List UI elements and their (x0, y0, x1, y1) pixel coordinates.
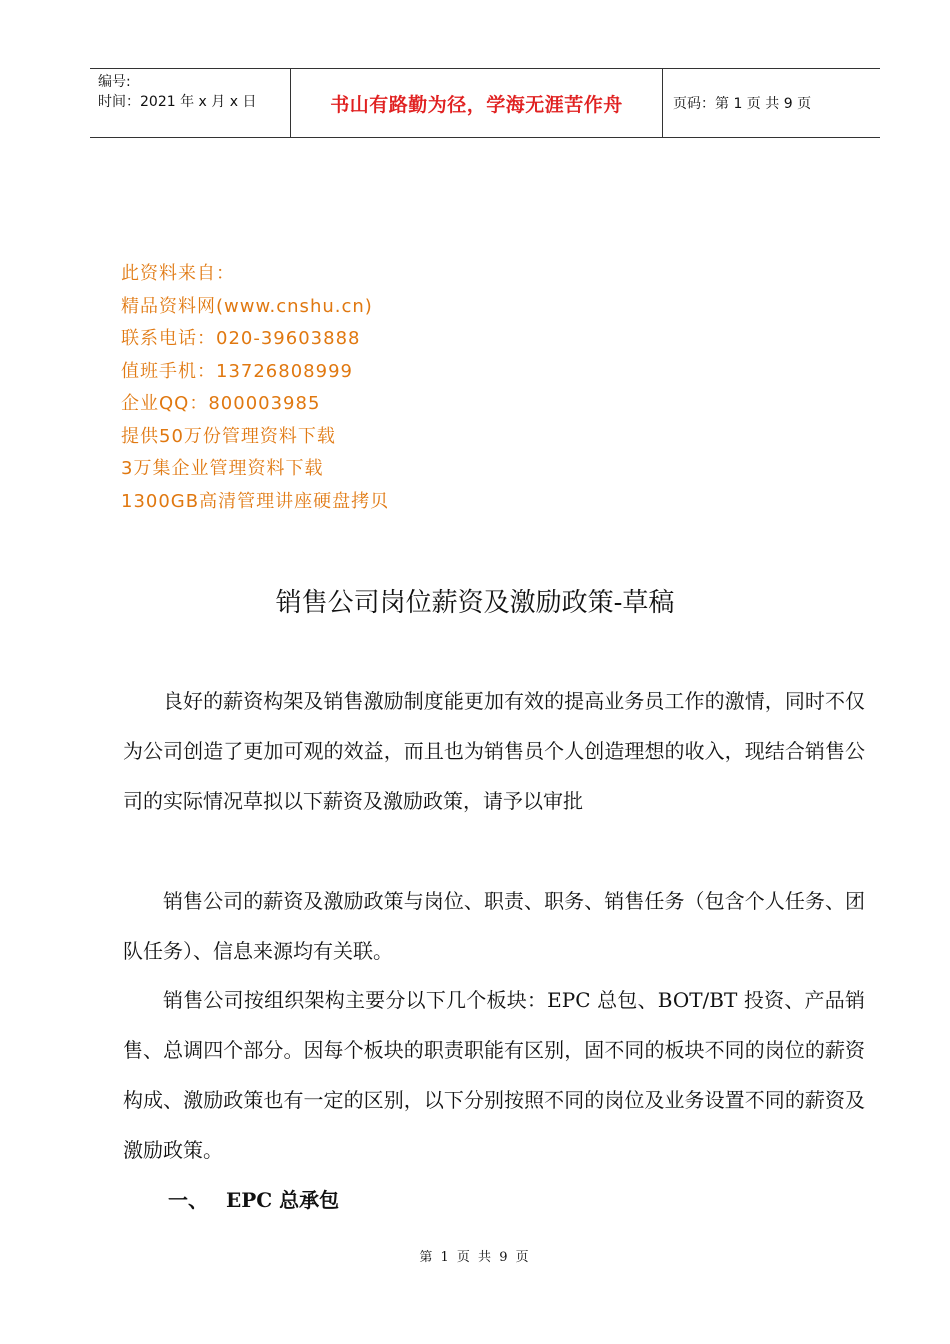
header-table (90, 68, 880, 138)
source-line: 1300GB高清管理讲座硬盘拷贝 (121, 490, 390, 512)
header-page-cell (663, 69, 880, 137)
document-number-label: 编号: (98, 74, 131, 90)
document-title: 销售公司岗位薪资及激励政策-草稿 (275, 588, 675, 618)
document-time-label: 时间：2021 年 x 月 x 日 (98, 94, 257, 110)
page-footer: 第 1 页 共 9 页 (419, 1250, 531, 1265)
section-heading (168, 1176, 339, 1224)
source-line: 提供50万份管理资料下载 (121, 425, 336, 447)
source-line: 此资料来自： (121, 263, 235, 284)
header-motto: 书山有路勤为径，学海无涯苦作舟 (330, 93, 623, 116)
section-title: EPC 总承包 (226, 1188, 340, 1212)
header-meta-cell (90, 69, 290, 137)
source-line-phone: 联系电话：020-39603888 (121, 328, 361, 349)
source-line-qq: 企业QQ：800003985 (121, 393, 321, 414)
source-info-block (121, 258, 389, 518)
source-line-mobile: 值班手机：13726808999 (121, 360, 353, 382)
source-line: 3万集企业管理资料下载 (121, 458, 324, 479)
header-page-info: 页码：第 1 页 共 9 页 (673, 96, 812, 112)
body-paragraph: 销售公司按组织架构主要分以下几个板块：EPC 总包、BOT/BT 投资、产品销售、总调四个部分。因每个板块的职责职能有区别，固不同的板块不同的岗位的薪资构成、激励政策也有一定的区别，以下分别按照不同的岗位及业务设置不同的薪资及激励政策。 (123, 988, 865, 1162)
header-motto-cell (290, 69, 663, 137)
source-line-website: 精品资料网(www.cnshu.cn) (121, 295, 373, 317)
body-paragraph: 销售公司的薪资及激励政策与岗位、职责、职务、销售任务（包含个人任务、团队任务）、信息来源均有关联。 (123, 889, 865, 963)
body-paragraph: 良好的薪资构架及销售激励制度能更加有效的提高业务员工作的激情，同时不仅为公司创造了更加可观的效益，而且也为销售员个人创造理想的收入，现结合销售公司的实际情况草拟以下薪资及激励政策，请予以审批 (123, 689, 865, 813)
section-number: 一、 (168, 1188, 208, 1212)
